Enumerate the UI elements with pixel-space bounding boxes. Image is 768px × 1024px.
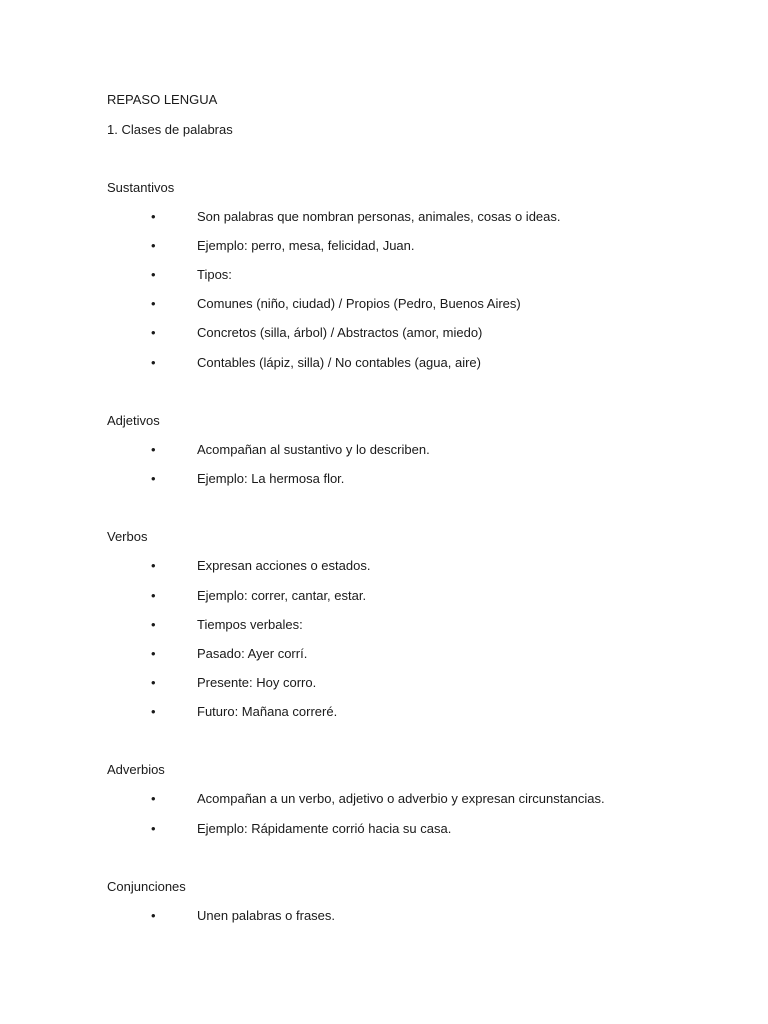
list-item-text: Acompañan al sustantivo y lo describen. <box>197 442 430 457</box>
bullet-icon: • <box>151 558 156 573</box>
bullet-icon: • <box>151 588 156 603</box>
bullet-icon: • <box>151 675 156 690</box>
list-item <box>0 791 768 807</box>
list-item <box>0 442 768 458</box>
bullet-icon: • <box>151 355 156 370</box>
list-item <box>0 355 768 371</box>
document-title: REPASO LENGUA <box>107 92 218 107</box>
list-item-text: Ejemplo: correr, cantar, estar. <box>197 588 367 603</box>
list-item-text: Ejemplo: perro, mesa, felicidad, Juan. <box>197 238 415 253</box>
list-item <box>0 558 768 574</box>
list-item <box>0 296 768 312</box>
list-item-text: Futuro: Mañana correré. <box>197 704 338 719</box>
list-item <box>0 646 768 662</box>
bullet-icon: • <box>151 325 156 340</box>
bullet-icon: • <box>151 442 156 457</box>
section-heading-sustantivos: Sustantivos <box>107 180 175 195</box>
list-item <box>0 238 768 254</box>
list-item-text: Son palabras que nombran personas, animales, cosas o ideas. <box>197 209 561 224</box>
list-item-text: Concretos (silla, árbol) / Abstractos (amor, miedo) <box>197 325 483 340</box>
list-item-text: Tiempos verbales: <box>197 617 303 632</box>
list-item-text: Presente: Hoy corro. <box>197 675 317 690</box>
list-item <box>0 471 768 487</box>
list-item <box>0 325 768 341</box>
list-item <box>0 675 768 691</box>
bullet-icon: • <box>151 617 156 632</box>
list-item <box>0 821 768 837</box>
list-item <box>0 267 768 283</box>
list-item <box>0 908 768 924</box>
section-heading-verbos: Verbos <box>107 529 148 544</box>
bullet-icon: • <box>151 209 156 224</box>
list-item-text: Expresan acciones o estados. <box>197 558 371 573</box>
bullet-icon: • <box>151 238 156 253</box>
list-item <box>0 588 768 604</box>
list-item-text: Comunes (niño, ciudad) / Propios (Pedro, Buenos Aires) <box>197 296 521 311</box>
list-item <box>0 704 768 720</box>
list-item-text: Unen palabras o frases. <box>197 908 336 923</box>
section-heading-adverbios: Adverbios <box>107 762 165 777</box>
list-item-text: Pasado: Ayer corrí. <box>197 646 308 661</box>
bullet-icon: • <box>151 267 156 282</box>
bullet-icon: • <box>151 471 156 486</box>
bullet-icon: • <box>151 646 156 661</box>
bullet-icon: • <box>151 296 156 311</box>
section-heading-adjetivos: Adjetivos <box>107 413 160 428</box>
list-item-text: Acompañan a un verbo, adjetivo o adverbio y expresan circunstancias. <box>197 791 605 806</box>
list-item <box>0 209 768 225</box>
list-item-text: Tipos: <box>197 267 232 282</box>
bullet-icon: • <box>151 791 156 806</box>
document-subtitle: 1. Clases de palabras <box>107 122 233 137</box>
list-item-text: Contables (lápiz, silla) / No contables (agua, aire) <box>197 355 481 370</box>
section-heading-conjunciones: Conjunciones <box>107 879 186 894</box>
list-item-text: Ejemplo: Rápidamente corrió hacia su casa. <box>197 821 452 836</box>
bullet-icon: • <box>151 821 156 836</box>
bullet-icon: • <box>151 704 156 719</box>
bullet-icon: • <box>151 908 156 923</box>
list-item-text: Ejemplo: La hermosa flor. <box>197 471 345 486</box>
list-item <box>0 617 768 633</box>
